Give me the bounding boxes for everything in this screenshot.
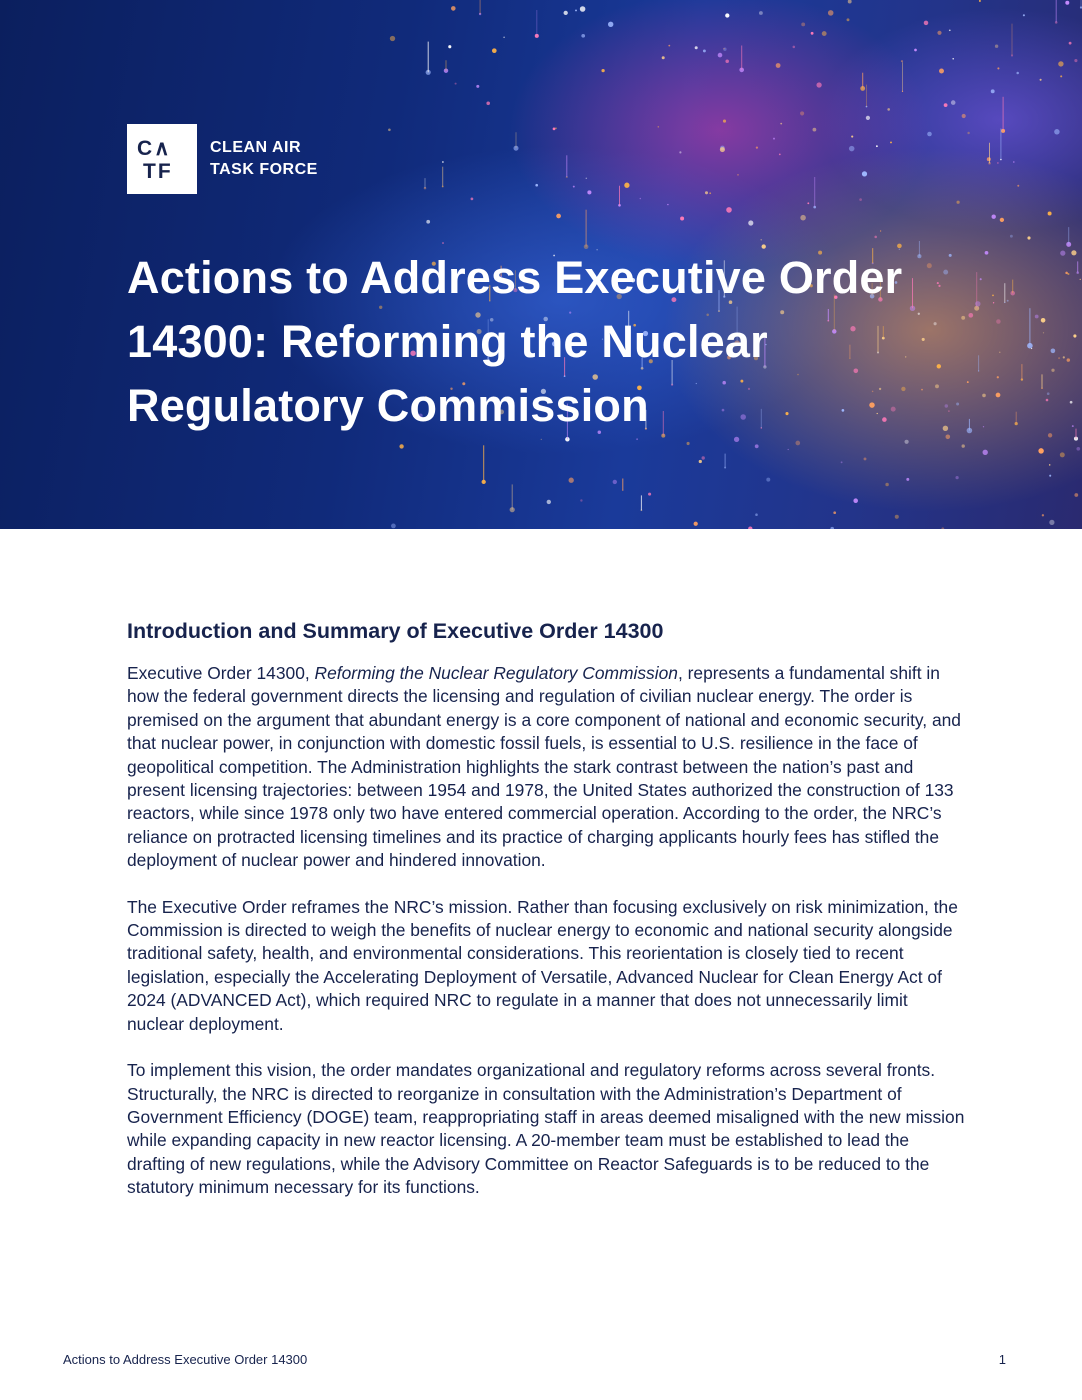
main-content <box>127 616 967 1223</box>
logo-mark <box>127 124 197 194</box>
paragraph-3: To implement this vision, the order mandates organizational and regulatory reforms across several fronts. Structurally, the NRC is directed to reorganize in consultation with the Administration’s Department of Government Efficiency (DOGE) team, reappropriating staff in areas deemed misaligned with the new mission while expanding capacity in new reactor licensing. A 20-member team must be established to lead the drafting of new regulations, while the Advisory Committee on Reactor Safeguards is to be reduced to the statutory minimum necessary for its functions. <box>127 1060 965 1198</box>
paragraph-1-lead: Executive Order 14300, <box>127 663 315 683</box>
catf-logo <box>127 124 318 194</box>
logo-mark-top: C∧ <box>137 137 172 160</box>
logo-line-2: TASK FORCE <box>210 161 318 178</box>
page-number: 1 <box>998 1352 1006 1367</box>
eo-title-italic: Reforming the Nuclear Regulatory Commission <box>314 663 678 683</box>
paragraph-1-rest: , represents a fundamental shift in how the federal government directs the licensing and regulation of civilian nuclear energy. The order is premised on the argument that abundant energy is a core component of national and economic security, and that nuclear power, in conjunction with domestic fossil fuels, is essential to U.S. resilience in the face of geopolitical competition. The Administration highlights the stark contrast between the nation’s past and present licensing trajectories: between 1954 and 1978, the United States authorized the construction of 133 reactors, while since 1978 only two have entered commercial operation. According to the order, the NRC’s reliance on protracted licensing timelines and its practice of charging applicants hourly fees has stifled the deployment of nuclear power and hindered innovation. <box>127 663 961 871</box>
paragraph-2: The Executive Order reframes the NRC’s mission. Rather than focusing exclusively on risk minimization, the Commission is directed to weigh the benefits of nuclear energy to economic and national security alongside traditional safety, health, and environmental considerations. This reorientation is closely tied to recent legislation, especially the Accelerating Deployment of Versatile, Advanced Nuclear for Clean Energy Act of 2024 (ADVANCED Act), which required NRC to regulate in a manner that does not unnecessarily limit nuclear deployment. <box>127 896 958 1034</box>
logo-mark-bottom: TF <box>143 160 173 183</box>
footer-document-title: Actions to Address Executive Order 14300 <box>63 1352 308 1367</box>
logo-wordmark <box>210 137 318 181</box>
page-footer <box>63 1352 1006 1367</box>
section-heading: Introduction and Summary of Executive Order 14300 <box>127 619 664 643</box>
paragraph-1 <box>127 662 967 873</box>
logo-line-1: CLEAN AIR <box>210 139 302 156</box>
cover-banner <box>0 0 1082 529</box>
document-title: Actions to Address Executive Order 14300: Reforming the Nuclear Regulatory Commission <box>127 252 903 431</box>
